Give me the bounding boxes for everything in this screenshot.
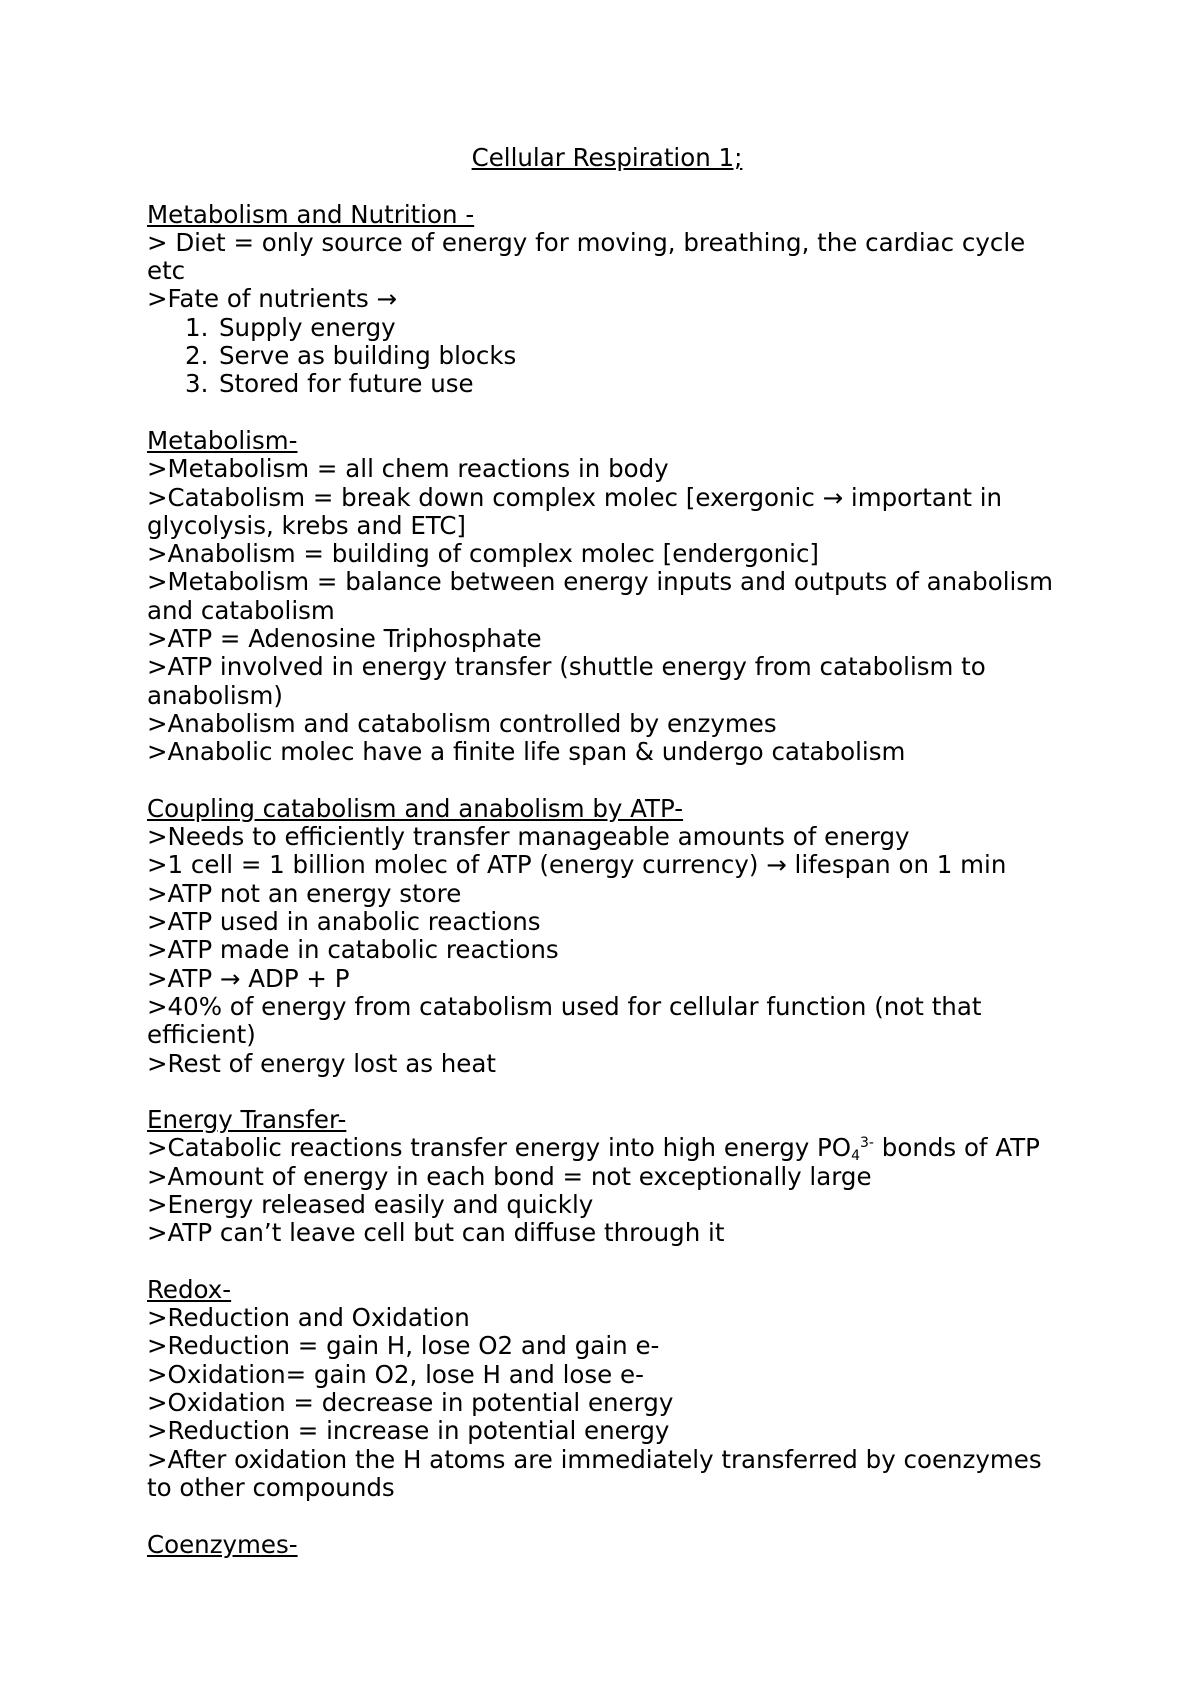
text-line: >After oxidation the H atoms are immediately transferred by coenzymes to other compounds	[147, 1444, 1042, 1502]
superscript: 3-	[860, 1135, 874, 1152]
text-line-po4	[147, 1133, 1067, 1165]
spacer	[147, 172, 1067, 200]
section-heading-nutrition: Metabolism and Nutrition -	[147, 199, 475, 229]
text-line: >Needs to efficiently transfer manageable amounts of energy	[147, 822, 910, 852]
list-item	[147, 314, 1067, 342]
spacer	[147, 1248, 1067, 1276]
text-line: >Reduction = increase in potential energy	[147, 1416, 670, 1446]
text-line: >Anabolism = building of complex molec [endergonic]	[147, 539, 819, 569]
text-line: >Rest of energy lost as heat	[147, 1048, 496, 1078]
text-line: >Fate of nutrients →	[147, 284, 398, 314]
text-line: >Anabolic molec have a finite life span & undergo catabolism	[147, 737, 906, 767]
text-line: >ATP made in catabolic reactions	[147, 935, 559, 965]
text-line: >Oxidation = decrease in potential energy	[147, 1388, 674, 1418]
text-line: >Metabolism = all chem reactions in body	[147, 454, 669, 484]
list-item-text: Stored for future use	[219, 369, 474, 399]
section-heading-metabolism: Metabolism-	[147, 425, 298, 455]
section-heading-redox: Redox-	[147, 1274, 232, 1304]
list-item	[147, 370, 1067, 398]
text-line: >ATP not an energy store	[147, 878, 462, 908]
section-heading-coupling: Coupling catabolism and anabolism by ATP-	[147, 793, 684, 823]
text-line: >Metabolism = balance between energy inputs and outputs of anabolism and catabolism	[147, 567, 1053, 625]
numbered-list	[147, 314, 1067, 399]
page-title: Cellular Respiration 1;	[471, 143, 743, 172]
text-line: >Oxidation= gain O2, lose H and lose e-	[147, 1359, 644, 1389]
spacer	[147, 399, 1067, 427]
list-number: 1.	[185, 312, 209, 342]
text-line: >ATP → ADP + P	[147, 963, 350, 993]
text-line: >1 cell = 1 billion molec of ATP (energy currency) → lifespan on 1 min	[147, 850, 1007, 880]
list-item-text: Supply energy	[219, 312, 396, 342]
text-line: >Anabolism and catabolism controlled by enzymes	[147, 708, 777, 738]
text-segment: bonds of ATP	[873, 1133, 1040, 1163]
spacer	[147, 1078, 1067, 1106]
section-heading-coenzymes: Coenzymes-	[147, 1529, 298, 1559]
text-line: >Energy released easily and quickly	[147, 1189, 594, 1219]
subscript: 4	[851, 1148, 861, 1165]
text-line: >ATP = Adenosine Triphosphate	[147, 624, 542, 654]
list-number: 3.	[185, 369, 209, 399]
list-number: 2.	[185, 341, 209, 371]
text-line: >ATP used in anabolic reactions	[147, 907, 541, 937]
section-heading-energy-transfer: Energy Transfer-	[147, 1105, 347, 1135]
text-line: >Reduction = gain H, lose O2 and gain e-	[147, 1331, 660, 1361]
text-line: >Reduction and Oxidation	[147, 1303, 470, 1333]
text-line: > Diet = only source of energy for moving, breathing, the cardiac cycle etc	[147, 227, 1026, 286]
text-segment: >Catabolic reactions transfer energy into high energy PO	[147, 1133, 852, 1163]
text-line: >ATP can’t leave cell but can diffuse through it	[147, 1218, 725, 1248]
list-item	[147, 342, 1067, 370]
text-line: >ATP involved in energy transfer (shuttle energy from catabolism to anabolism)	[147, 652, 986, 710]
list-item-text: Serve as building blocks	[219, 341, 517, 371]
text-line: >Amount of energy in each bond = not exceptionally large	[147, 1161, 872, 1191]
spacer	[147, 1502, 1067, 1530]
document-body	[147, 144, 1067, 1559]
text-line: >Catabolism = break down complex molec [exergonic → important in glycolysis, krebs and ETC]	[147, 482, 1003, 540]
spacer	[147, 767, 1067, 795]
text-line: >40% of energy from catabolism used for cellular function (not that efficient)	[147, 991, 982, 1050]
